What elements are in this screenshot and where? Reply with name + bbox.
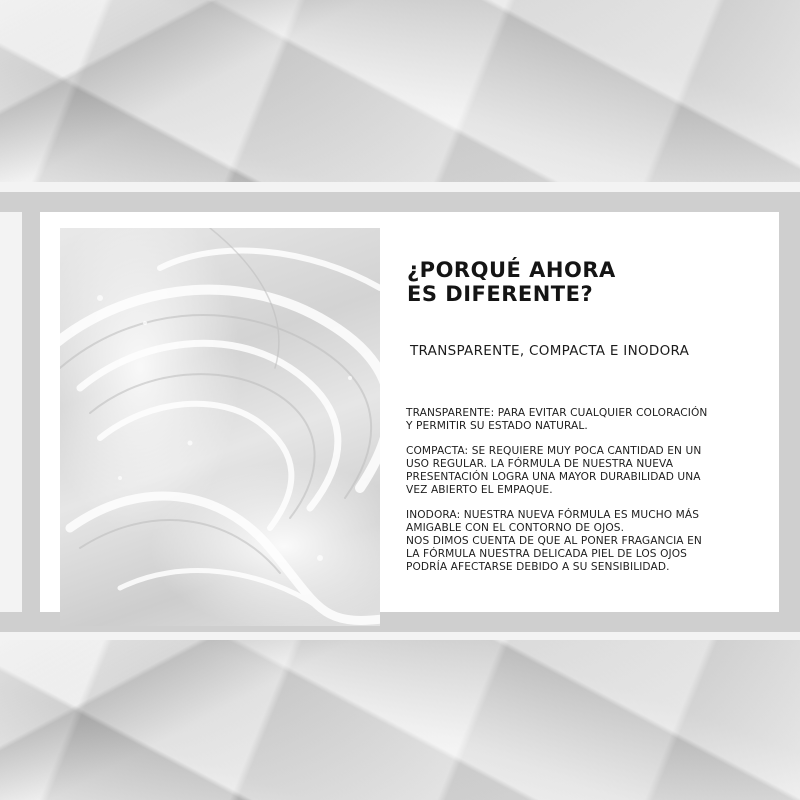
frame-top-bar	[0, 192, 800, 212]
text-line: Y PERMITIR SU ESTADO NATURAL.	[406, 419, 588, 432]
gel-texture-image	[60, 228, 380, 626]
text-line: LA FÓRMULA NUESTRA DELICADA PIEL DE LOS OJOS	[406, 547, 688, 560]
title-line-1: ¿PORQUÉ AHORA	[407, 258, 616, 282]
body-text	[406, 407, 736, 586]
text-line: PODRÍA AFECTARSE DEBIDO A SU SENSIBILIDAD.	[406, 560, 670, 573]
crumpled-paper-background-top	[0, 0, 800, 182]
gel-swirl-graphic	[60, 228, 380, 626]
frame-right-bar	[779, 192, 800, 632]
text-line: NOS DIMOS CUENTA DE QUE AL PONER FRAGANCIA EN	[406, 534, 702, 547]
text-line: INODORA: NUESTRA NUEVA FÓRMULA ES MUCHO MÁS	[406, 509, 700, 522]
paragraph-compacta	[406, 445, 736, 496]
paragraph-transparente	[406, 407, 736, 433]
text-line: TRANSPARENTE: PARA EVITAR CUALQUIER COLORACIÓN	[406, 407, 708, 419]
crumpled-paper-background-bottom	[0, 640, 800, 800]
text-line: VEZ ABIERTO EL EMPAQUE.	[406, 483, 553, 496]
text-line: USO REGULAR. LA FÓRMULA DE NUESTRA NUEVA	[406, 458, 674, 471]
text-line: COMPACTA: SE REQUIERE MUY POCA CANTIDAD EN UN	[406, 445, 702, 458]
paragraph-inodora	[406, 509, 736, 573]
title-line-2: ES DIFERENTE?	[407, 282, 594, 306]
page-title	[407, 258, 747, 306]
text-line: PRESENTACIÓN LOGRA UNA MAYOR DURABILIDAD UNA	[406, 470, 701, 483]
text-line: AMIGABLE CON EL CONTORNO DE OJOS.	[406, 522, 625, 535]
frame-left-bar	[22, 192, 40, 632]
subheading: TRANSPARENTE, COMPACTA E INODORA	[410, 343, 690, 359]
